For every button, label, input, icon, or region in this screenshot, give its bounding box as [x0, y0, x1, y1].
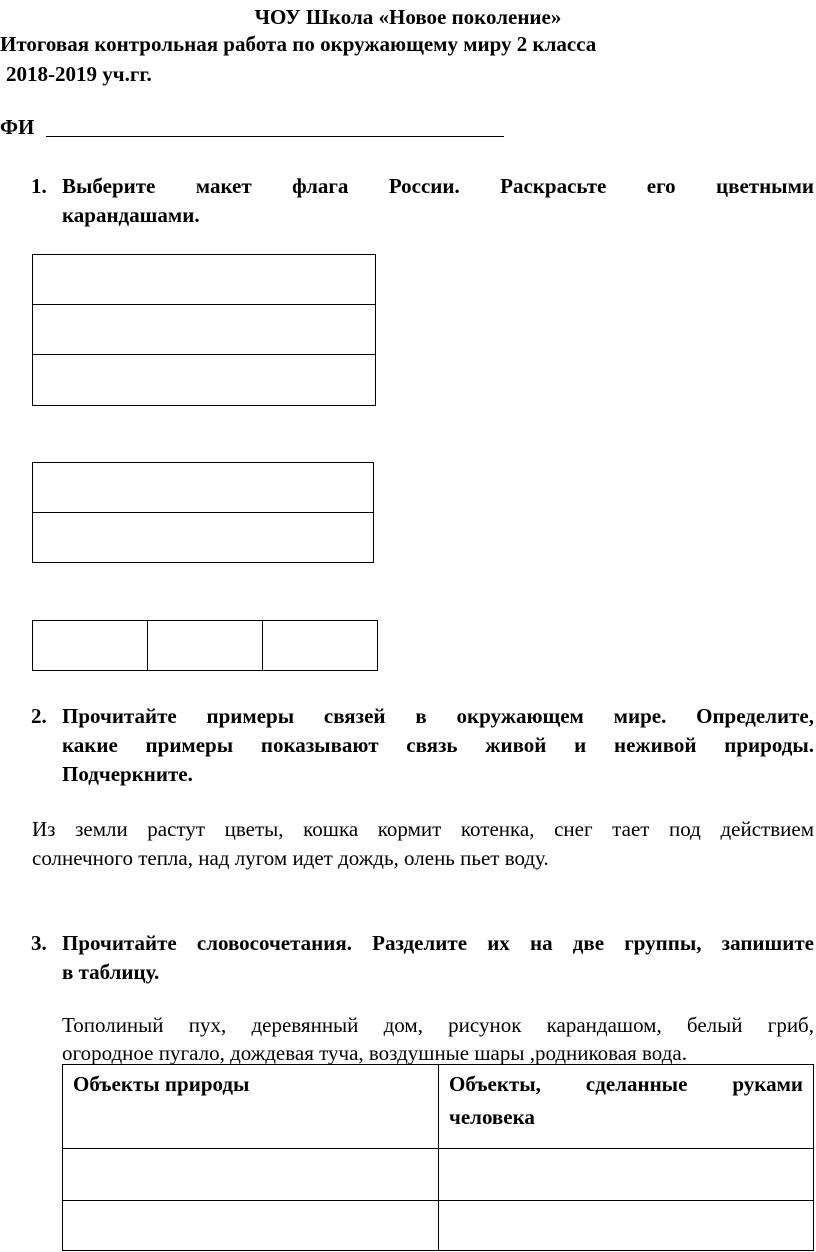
task2-example-line1: Из земли растут цветы, кошка кормит котенка, снег тает под действием — [32, 817, 814, 841]
task2-text-line1: Прочитайте примеры связей в окружающем мире. Определите, — [62, 704, 814, 728]
col-natural-objects-header — [63, 1065, 439, 1149]
task2-text-line2: какие примеры показывают связь живой и неживой природы. — [62, 733, 814, 757]
task1-text-line2: карандашами. — [62, 203, 200, 227]
task3-text-line2: в таблицу. — [62, 960, 160, 984]
school-name: ЧОУ Школа «Новое поколение» — [254, 5, 562, 29]
table-row — [63, 1149, 814, 1201]
task3-text-line1: Прочитайте словосочетания. Разделите их на две группы, запишите — [62, 931, 814, 955]
table-cell-manmade[interactable] — [439, 1149, 814, 1201]
task2-number: 2. — [31, 704, 47, 728]
stripe-divider — [147, 621, 148, 670]
col-manmade-objects-label-line2: человека — [449, 1105, 535, 1129]
stripe-divider — [33, 354, 375, 355]
stripe-divider — [262, 621, 263, 670]
table-header-row — [63, 1065, 814, 1149]
task3-number: 3. — [31, 931, 47, 955]
table-cell-manmade[interactable] — [439, 1201, 814, 1251]
fi-label: ФИ — [0, 115, 35, 139]
table-cell-natural[interactable] — [63, 1201, 439, 1251]
task3-words-line1: Тополиный пух, деревянный дом, рисунок карандашом, белый гриб, — [62, 1013, 814, 1037]
task2-example-line2: солнечного тепла, над лугом идет дождь, олень пьет воду. — [32, 846, 549, 870]
task2-text-line3: Подчеркните. — [62, 762, 193, 786]
flag-option-three-stripes[interactable] — [32, 254, 376, 406]
task3-words-line2: огородное пугало, дождевая туча, воздушные шары ,родниковая вода. — [62, 1041, 687, 1065]
task1-number: 1. — [31, 174, 47, 198]
answer-table — [62, 1064, 814, 1251]
flag-option-two-stripes[interactable] — [32, 462, 374, 563]
school-year: 2018-2019 уч.гг. — [6, 62, 152, 86]
table-cell-natural[interactable] — [63, 1149, 439, 1201]
stripe-divider — [33, 304, 375, 305]
task1-text-line1: Выберите макет флага России. Раскрасьте его цветными — [62, 174, 814, 198]
fi-input-line[interactable] — [46, 136, 504, 137]
flag-option-vertical-stripes[interactable] — [32, 620, 378, 671]
table-row — [63, 1201, 814, 1251]
col-manmade-objects-header — [439, 1065, 814, 1149]
col-manmade-objects-label-line1: Объекты, сделанные руками — [449, 1072, 803, 1096]
document-title: Итоговая контрольная работа по окружающему миру 2 класса — [0, 32, 597, 56]
stripe-divider — [33, 512, 373, 513]
col-natural-objects-label: Объекты природы — [73, 1072, 250, 1096]
